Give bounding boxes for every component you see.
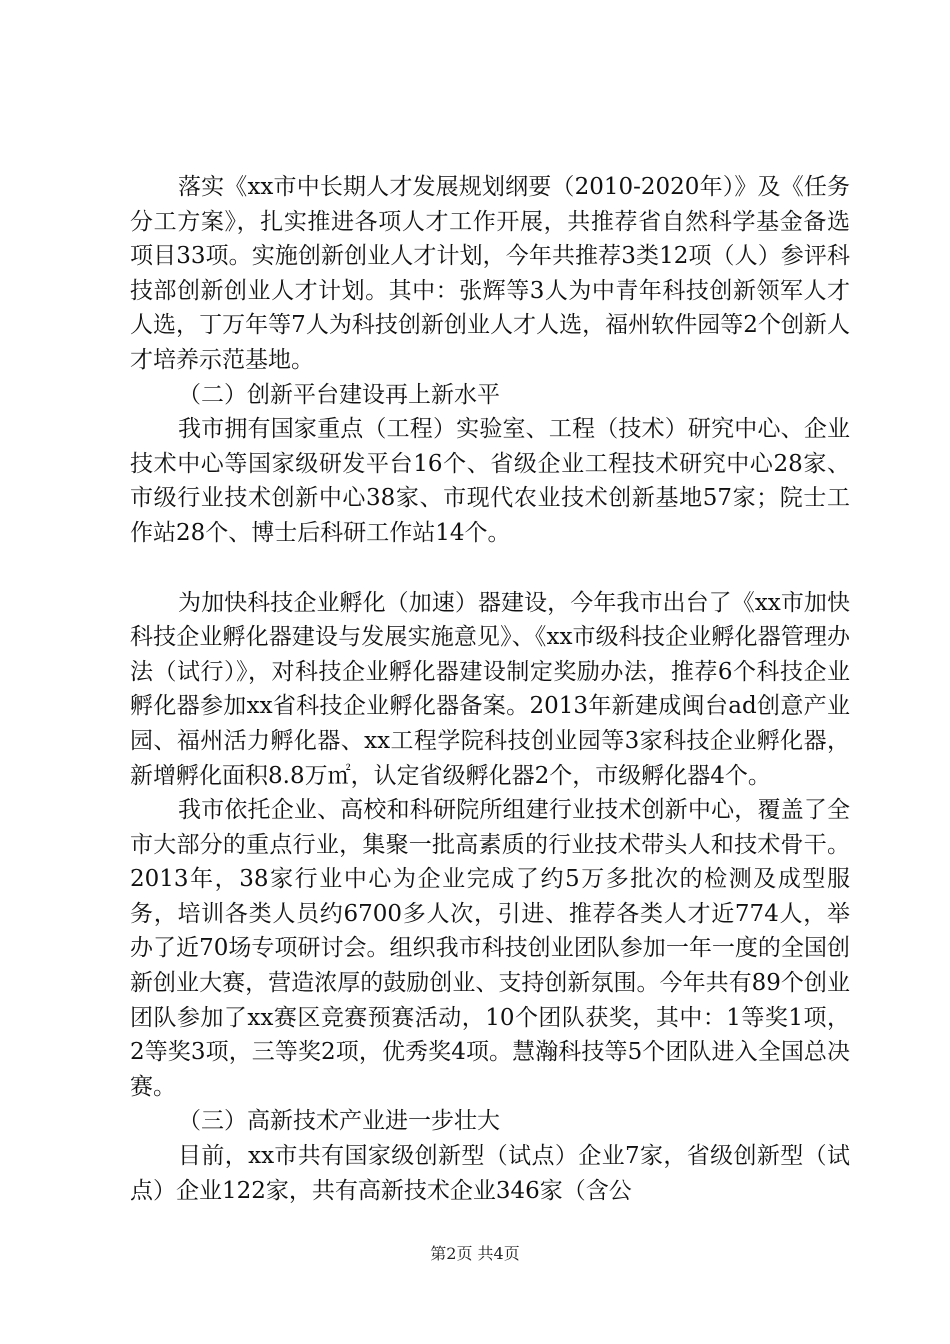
- paragraph-innovation-centers: 我市依托企业、高校和科研院所组建行业技术创新中心，覆盖了全市大部分的重点行业，集聚一批高素质的行业技术带头人和技术骨干。2013年，38家行业中心为企业完成了约5万多批次的检测及成型服务，培训各类人员约6700多人次，引进、推荐各类人才近774人，举办了近70场专项研讨会。组织我市科技创业团队参加一年一度的全国创新创业大赛，营造浓厚的鼓励创业、支持创新氛围。今年共有89个创业团队参加了xx赛区竞赛预赛活动，10个团队获奖，其中：1等奖1项，2等奖3项，三等奖2项，优秀奖4项。慧瀚科技等5个团队进入全国总决赛。: [130, 797, 850, 1100]
- paragraph-talent-plan: 落实《xx市中长期人才发展规划纲要（2010-2020年）》及《任务分工方案》，扎实推进各项人才工作开展，共推荐省自然科学基金备选项目33项。实施创新创业人才计划，今年共推荐3类12项（人）参评科技部创新创业人才计划。其中：张辉等3人为中青年科技创新领军人才人选，丁万年等7人为科技创新创业人才人选，福州软件园等2个创新人才培养示范基地。: [130, 174, 850, 373]
- paragraph-research-platforms: 我市拥有国家重点（工程）实验室、工程（技术）研究中心、企业技术中心等国家级研发平台16个、省级企业工程技术研究中心28家、市级行业技术创新中心38家、市现代农业技术创新基地57家；院士工作站28个、博士后科研工作站14个。: [130, 416, 850, 546]
- paragraph-spacer: [130, 551, 850, 586]
- section-heading-hightech: （三）高新技术产业进一步壮大: [178, 1108, 500, 1135]
- page-number-footer: 第2页 共4页: [430, 1244, 520, 1263]
- document-body: [130, 170, 850, 1208]
- section-heading-platform: （二）创新平台建设再上新水平: [178, 381, 500, 408]
- paragraph-incubators: 为加快科技企业孵化（加速）器建设，今年我市出台了《xx市加快科技企业孵化器建设与发展实施意见》、《xx市级科技企业孵化器管理办法（试行）》，对科技企业孵化器建设制定奖励办法，推荐6个科技企业孵化器参加xx省科技企业孵化器备案。2013年新建成闽台ad创意产业园、福州活力孵化器、xx工程学院科技创业园等3家科技企业孵化器，新增孵化面积8.8万㎡，认定省级孵化器2个，市级孵化器4个。: [130, 589, 850, 789]
- paragraph-enterprises: 目前，xx市共有国家级创新型（试点）企业7家，省级创新型（试点）企业122家，共有高新技术企业346家（含公: [130, 1143, 850, 1204]
